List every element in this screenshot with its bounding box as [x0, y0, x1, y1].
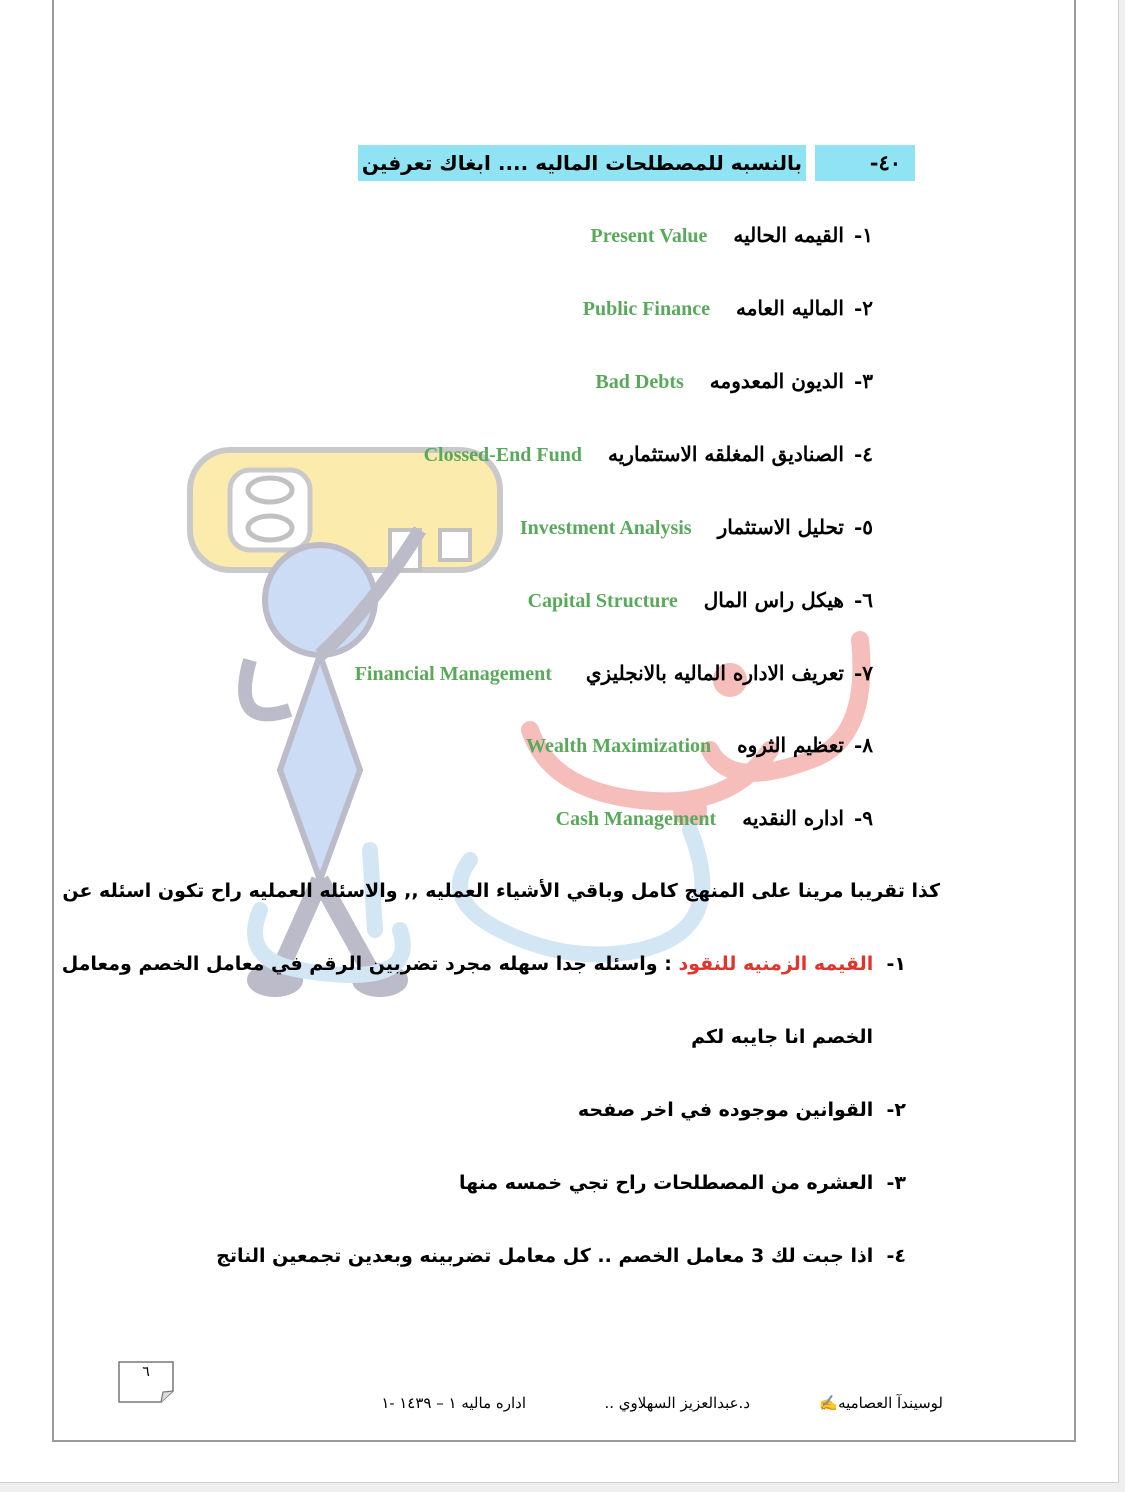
- term-item: [424, 439, 873, 470]
- note-continuation: الخصم انا جايبه لكم: [691, 1026, 873, 1048]
- term-arabic: تعريف الاداره الماليه بالانجليزي: [585, 661, 844, 685]
- note-text: : واسئله جدا سهله مجرد تضربين الرقم في معامل الخصم ومعامل: [61, 953, 672, 975]
- term-arabic: الصناديق المغلقه الاستثماريه: [608, 442, 844, 466]
- term-english: Cash Management: [555, 808, 717, 830]
- term-number: ٩-: [853, 806, 873, 830]
- note-number: ٢-: [886, 1099, 906, 1121]
- term-item: [520, 512, 873, 543]
- term-english: Public Finance: [582, 298, 710, 320]
- term-english: Financial Management: [354, 663, 552, 685]
- term-item: [556, 803, 873, 834]
- note-item: [216, 1241, 906, 1271]
- footer-professor: د.عبدالعزيز السهلاوي ..: [604, 1394, 750, 1412]
- term-item: [528, 585, 873, 616]
- term-number: ٨-: [853, 733, 873, 757]
- term-english: Wealth Maximization: [526, 735, 712, 757]
- term-number: ٣-: [853, 369, 873, 393]
- note-number: ٣-: [886, 1172, 906, 1194]
- term-arabic: الماليه العامه: [735, 296, 844, 320]
- summary-text: كذا تقريبا مرينا على المنهج كامل وباقي الأشياء العمليه ,, والاسئله العمليه راح تكون اسئله عن: [62, 880, 940, 902]
- term-item: [583, 293, 873, 324]
- term-english: Bad Debts: [595, 371, 684, 393]
- term-arabic: هيكل راس المال: [703, 588, 844, 612]
- note-text: القوانين موجوده في اخر صفحه: [577, 1099, 874, 1121]
- question-title: بالنسبه للمصطلحات الماليه .... ابغاك تعرفين: [358, 145, 806, 181]
- term-english: Capital Structure: [527, 590, 678, 612]
- question-number: ٤٠-: [815, 145, 915, 181]
- footer-author: لوسيندآ العصاميه✍: [819, 1394, 943, 1412]
- term-arabic: اداره النقديه: [742, 806, 844, 830]
- stick-figure: [245, 530, 420, 994]
- note-item: [578, 1095, 906, 1125]
- term-arabic: تحليل الاستثمار: [717, 515, 844, 539]
- term-english: Present Value: [590, 225, 708, 247]
- term-arabic: القيمه الحاليه: [733, 223, 844, 247]
- term-arabic: تعظيم الثروه: [737, 733, 844, 757]
- note-highlight: القيمه الزمنيه للنقود: [678, 953, 874, 975]
- term-arabic: الديون المعدومه: [709, 369, 844, 393]
- term-number: ٧-: [853, 661, 873, 685]
- term-item: [595, 366, 873, 397]
- note-item: [62, 949, 906, 979]
- term-item: [591, 220, 873, 251]
- note-number: ٤-: [886, 1245, 906, 1267]
- term-number: ٥-: [853, 515, 873, 539]
- note-text: اذا جبت لك 3 معامل الخصم .. كل معامل تضربينه وبعدين تجمعين الناتج: [216, 1245, 874, 1267]
- footer-course: اداره ماليه ١ – ١٤٣٩ -١: [381, 1394, 526, 1412]
- term-item: [526, 730, 873, 761]
- note-item: [459, 1168, 906, 1198]
- term-item: [355, 658, 873, 689]
- term-english: Clossed-End Fund: [423, 444, 583, 466]
- page-number: ٦: [142, 1364, 150, 1380]
- note-number: ١-: [886, 953, 906, 975]
- term-number: ٤-: [853, 442, 873, 466]
- term-number: ١-: [853, 223, 873, 247]
- term-english: Investment Analysis: [519, 517, 692, 539]
- term-number: ٦-: [853, 588, 873, 612]
- note-text: العشره من المصطلحات راح تجي خمسه منها: [459, 1172, 874, 1194]
- term-number: ٢-: [853, 296, 873, 320]
